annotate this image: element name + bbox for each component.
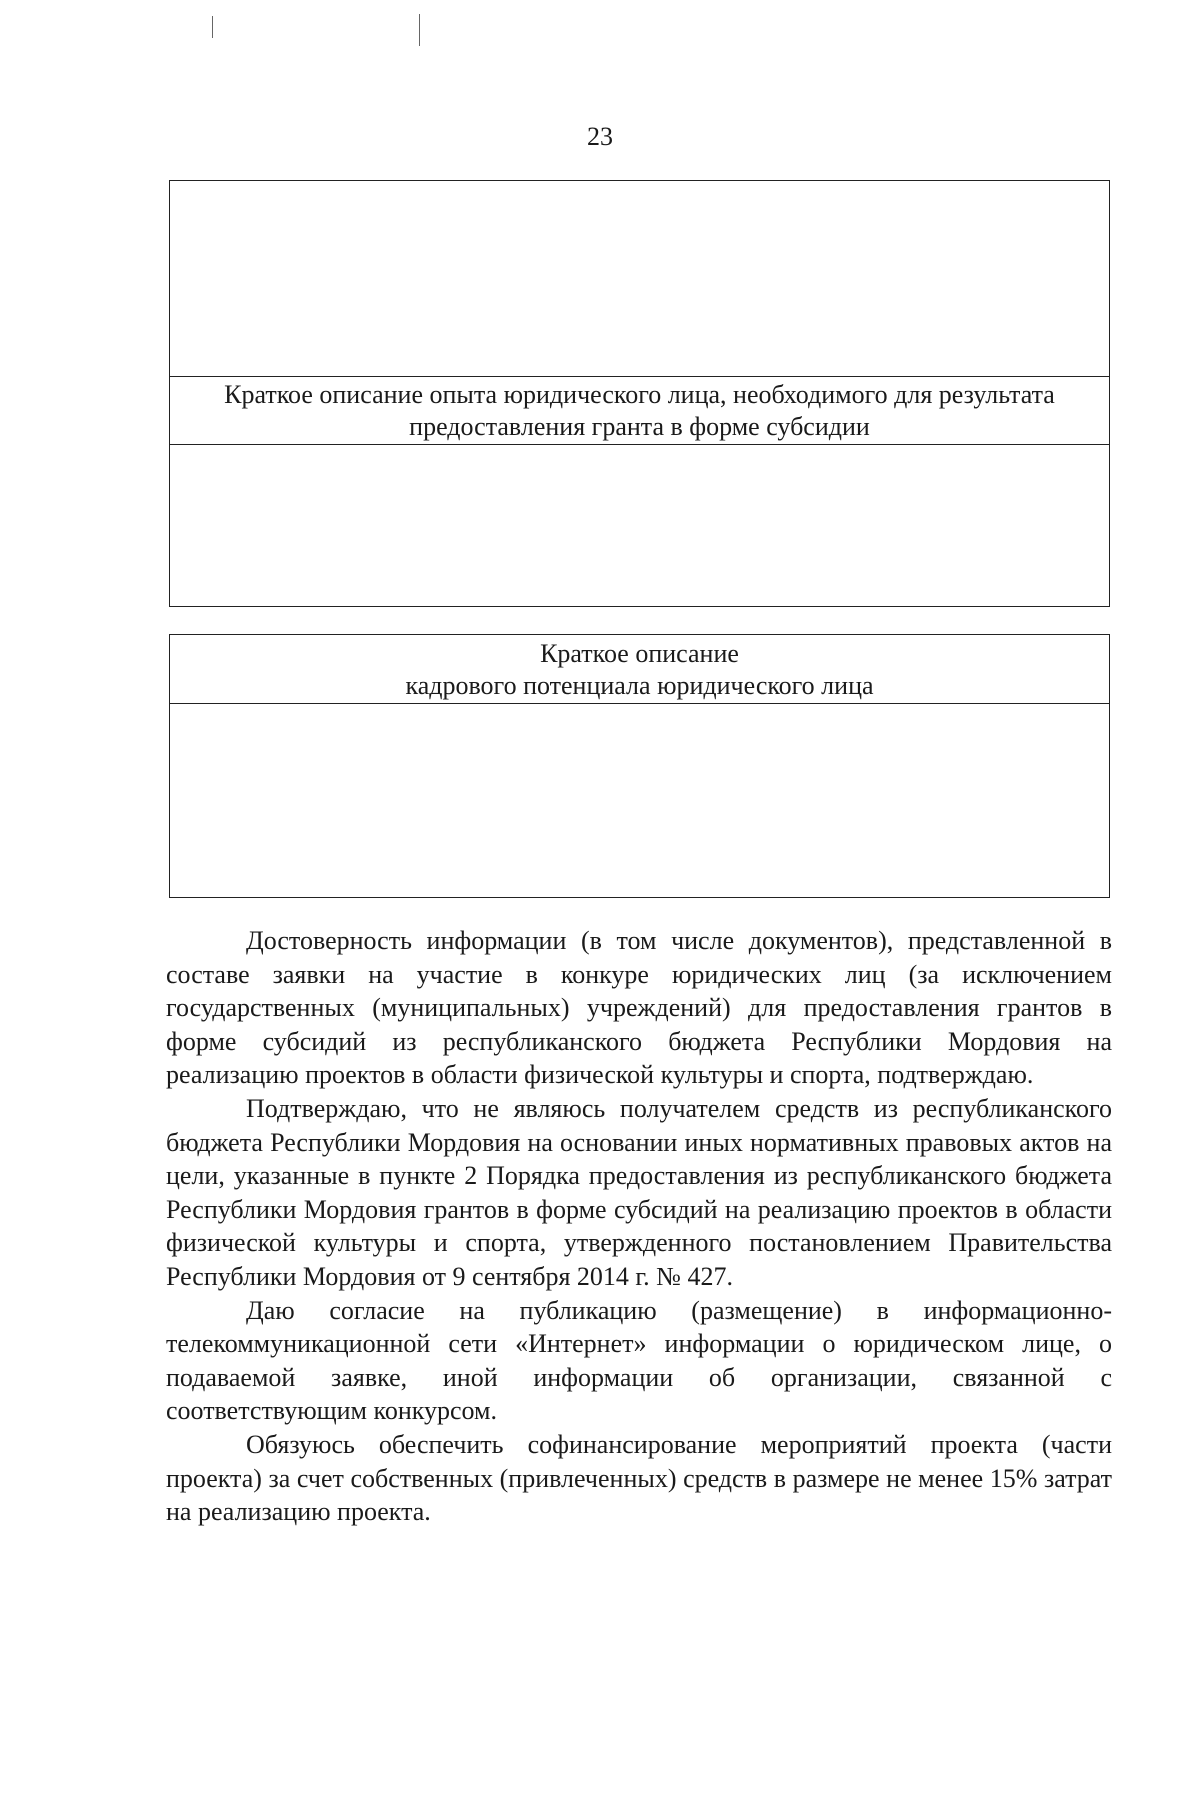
experience-header: Краткое описание опыта юридического лица, необходимого для результата предоставления гранта в форме субсидии xyxy=(170,377,1109,445)
staff-header-line-1: Краткое описание xyxy=(540,639,739,668)
experience-empty-cell xyxy=(170,445,1109,606)
paragraph-cofinancing: Обязуюсь обеспечить софинансирование мероприятий проекта (части проекта) за счет собственных (привлеченных) средств в размере не менее 15% затрат на реализацию проекта. xyxy=(166,1429,1112,1527)
declaration-text xyxy=(166,924,1112,1529)
staff-header-line-2: кадрового потенциала юридического лица xyxy=(405,671,874,700)
staff-potential-empty-cell xyxy=(170,704,1109,897)
experience-table xyxy=(169,180,1110,607)
paragraph-consent: Даю согласие на публикацию (размещение) в информационно-телекоммуникационной сети «Интернет» информации о юридическом лице, о подаваемой заявке, иной информации об организации, связанной с соответствующим конкурсом. xyxy=(166,1295,1112,1426)
staff-potential-table xyxy=(169,634,1110,898)
scan-mark-left xyxy=(212,16,213,38)
page-number: 23 xyxy=(587,122,613,151)
paragraph-confirmation: Подтверждаю, что не являюсь получателем средств из республиканского бюджета Республики Мордовия на основании иных нормативных правовых актов на цели, указанные в пункте 2 Порядка предоставления из республиканского бюджета Республики Мордовия грантов в форме субсидий на реализацию проектов в области физической культуры и спорта, утвержденного постановлением Правительства Республики Мордовия от 9 сентября 2014 г. № 427. xyxy=(166,1093,1112,1291)
paragraph-reliability: Достоверность информации (в том числе документов), представленной в составе заявки на участие в конкуре юридических лиц (за исключением государственных (муниципальных) учреждений) для предоставления грантов в форме субсидий из республиканского бюджета Республики Мордовия на реализацию проектов в области физической культуры и спорта, подтверждаю. xyxy=(166,926,1112,1090)
previous-section-empty-cell xyxy=(170,181,1109,377)
staff-potential-header xyxy=(170,635,1109,704)
scan-mark-right xyxy=(419,14,420,46)
